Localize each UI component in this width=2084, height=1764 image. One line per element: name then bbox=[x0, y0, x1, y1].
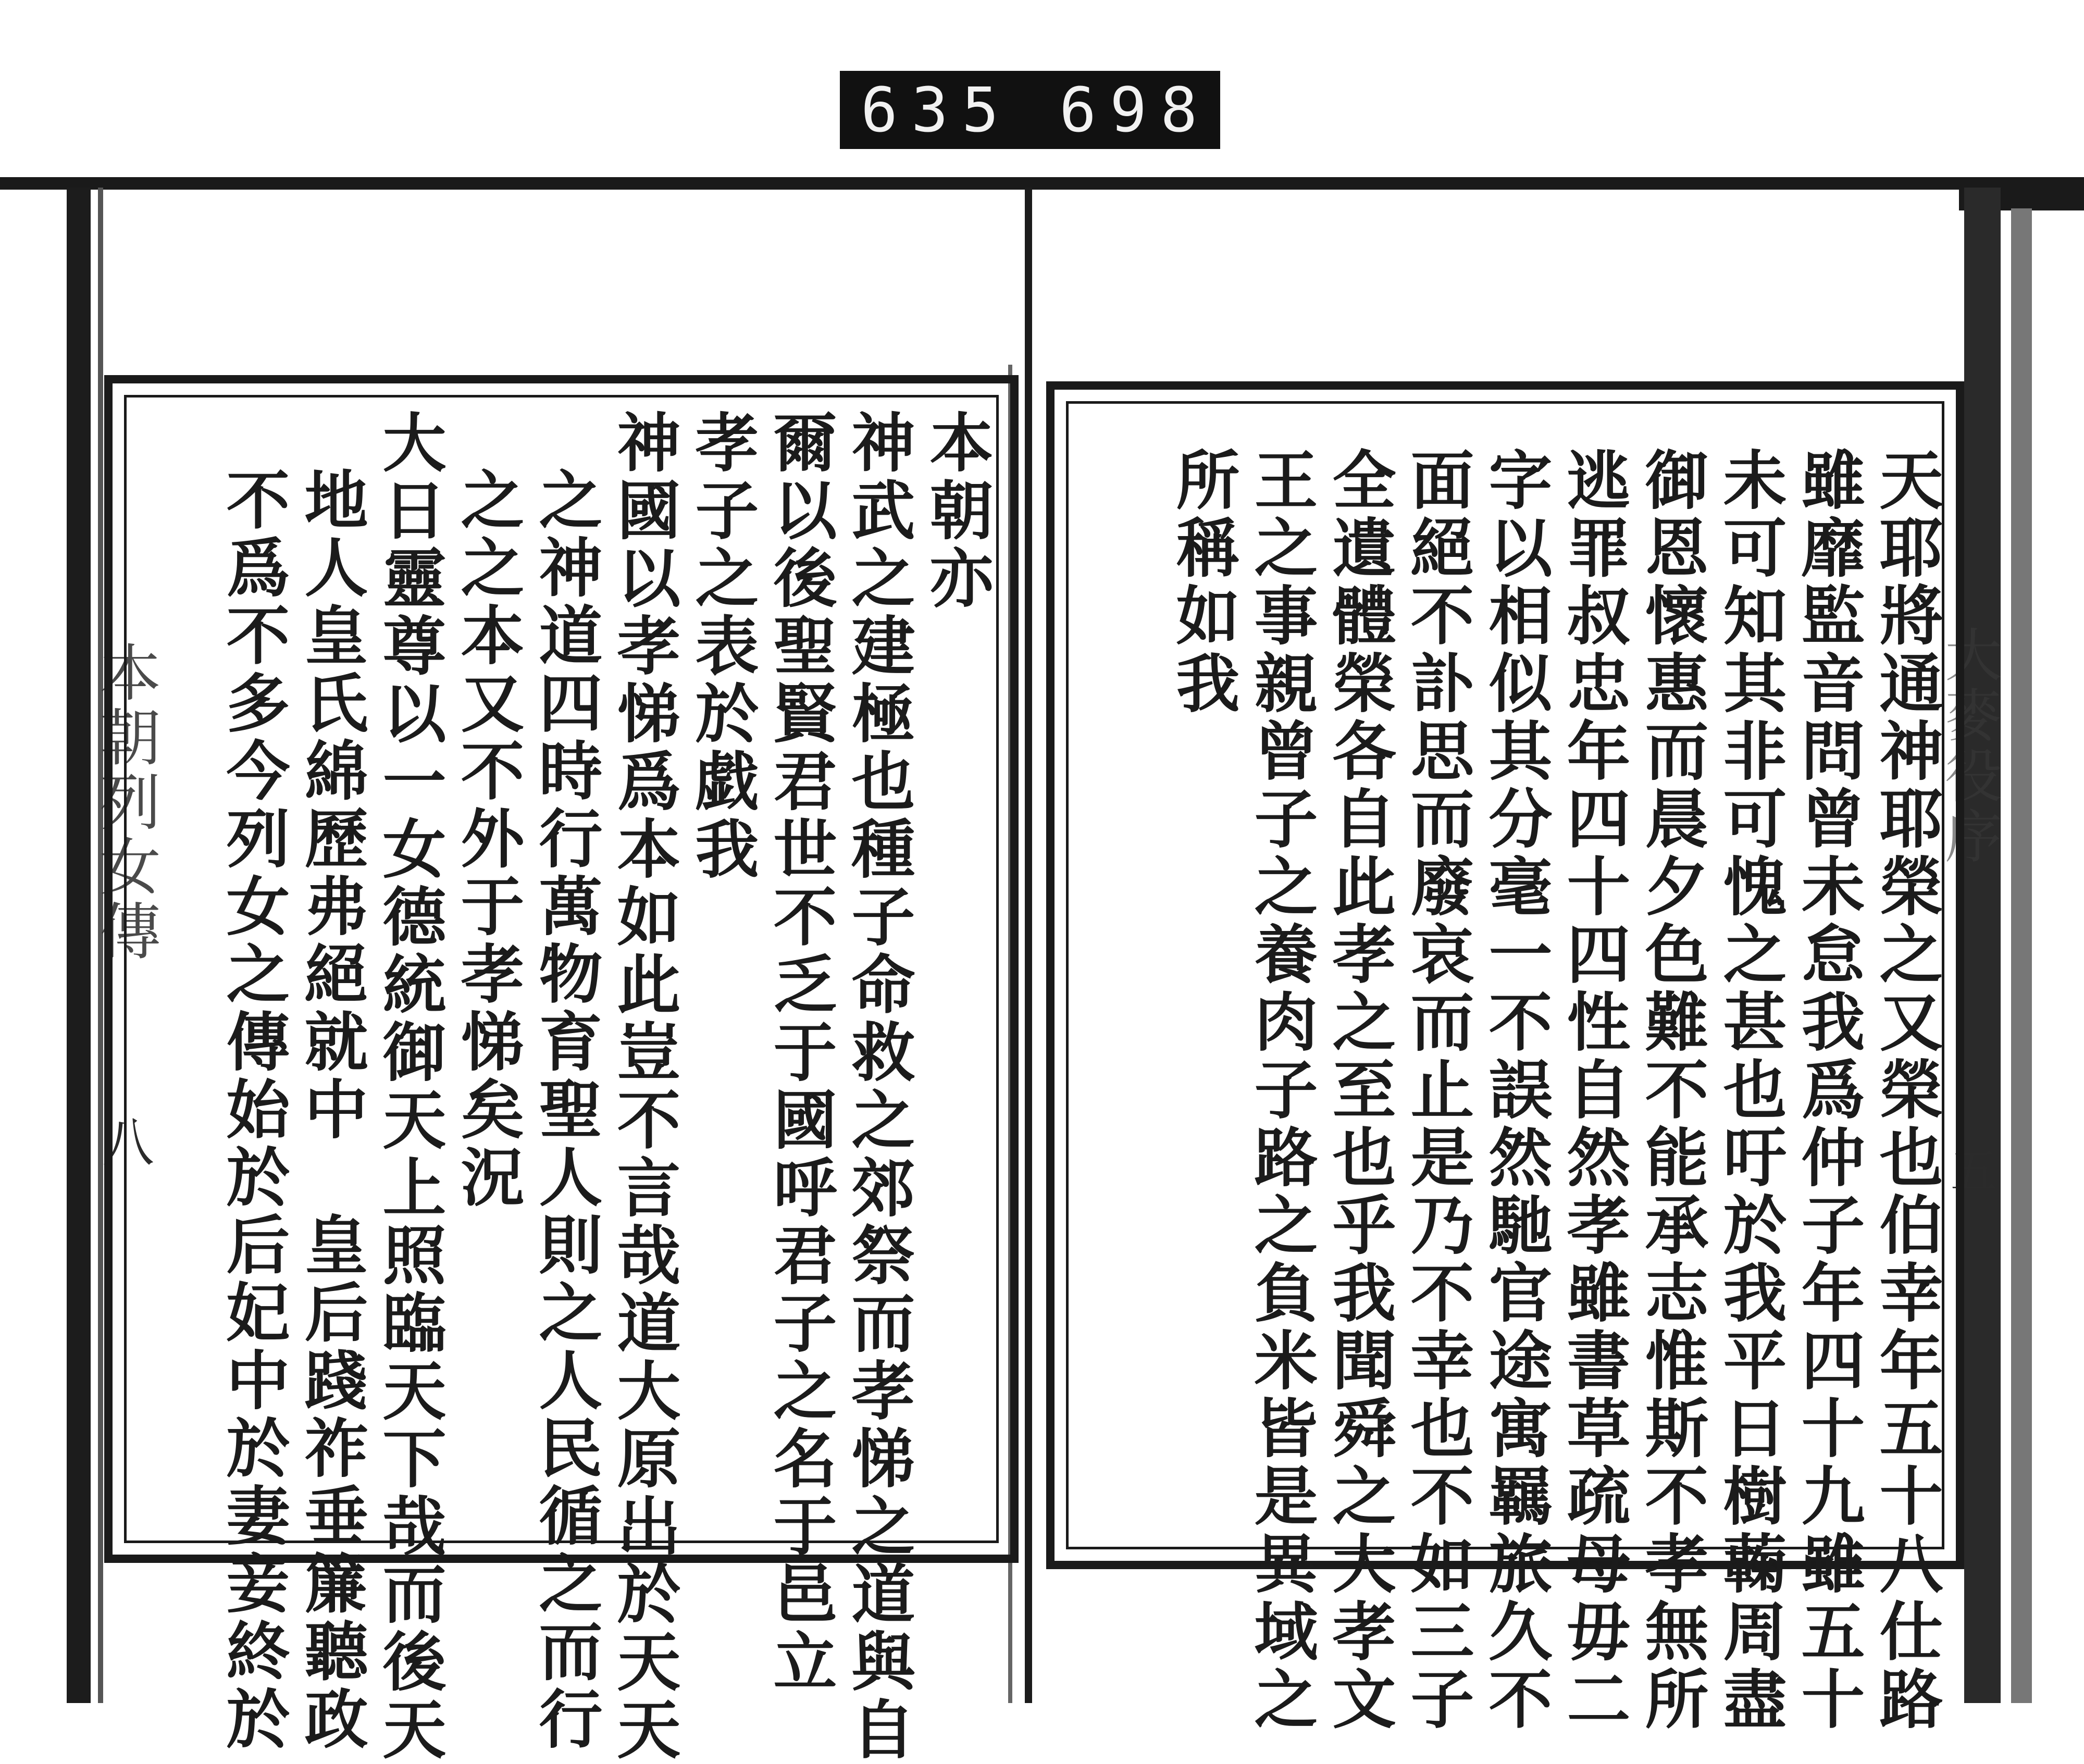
left-page-text-frame bbox=[104, 375, 1019, 1764]
left-column-7: 之之本又不外于孝悌矣況 bbox=[450, 467, 525, 1212]
right-column-10: 所稱如我 bbox=[1165, 447, 1241, 718]
right-column-8: 全遺體榮各自此孝之至也乎我聞舜之大孝文 bbox=[1322, 447, 1397, 1734]
left-column-6: 之神道四時行萬物育聖人則之人民循之而行 bbox=[528, 467, 603, 1754]
frame-number-start: 635 bbox=[861, 74, 1013, 146]
right-page-text-frame bbox=[1046, 381, 1964, 1734]
left-column-1: 本朝亦 bbox=[919, 409, 994, 613]
left-page-spine-caption: 本朝列女傳 bbox=[89, 641, 161, 964]
left-column-4: 孝子之表於戯我 bbox=[685, 409, 760, 884]
left-column-10: 不爲不多今列女之傳始於后妃中於妻妾終於 bbox=[216, 467, 291, 1754]
right-column-9: 王之事親曾子之養肉子路之負米皆是異域之 bbox=[1244, 447, 1319, 1734]
right-column-4: 御恩懷惠而晨夕色難不能承志惟斯不孝無所 bbox=[1634, 447, 1709, 1734]
right-column-6: 字以相似其分毫一不誤然馳官途寓羈旅久不 bbox=[1478, 447, 1553, 1734]
right-page-edge-shadow bbox=[2011, 208, 2032, 1703]
right-column-5: 逃罪叔忠年四十四性自然孝雖書草疏母毋二 bbox=[1556, 447, 1631, 1734]
left-column-3: 爾以後聖賢君世不乏于國呼君子之名于邑立 bbox=[763, 409, 838, 1696]
book-gutter bbox=[1025, 188, 1032, 1703]
right-page-edge bbox=[1964, 188, 2001, 1703]
right-page-spine-caption: 大麥役序 bbox=[1936, 625, 2002, 867]
right-column-7: 面絕不訃思而廢哀而止是乃不幸也不如三子 bbox=[1400, 447, 1475, 1734]
right-column-3: 未可知其非可愧之甚也吁於我平日樹蘜周盡 bbox=[1713, 447, 1788, 1734]
right-column-2: 雖靡監音問曾未怠我爲仲子年四十九雖五十 bbox=[1791, 447, 1866, 1734]
left-column-9: 地人皇氏綿歷弗絕就中 皇后踐祚垂簾聽政 bbox=[294, 467, 369, 1754]
microfilm-frame-label bbox=[840, 71, 1220, 149]
left-column-8: 大日靈尊以一女德統御天上照臨天下哉而後天 bbox=[372, 409, 447, 1764]
right-page-folio: 五 bbox=[1942, 1146, 1997, 1193]
right-column-1: 天耶將通神耶榮之又榮也伯幸年五十八仕路 bbox=[1869, 447, 1944, 1734]
scan-top-border bbox=[0, 177, 2084, 190]
left-column-2: 神武之建極也種子命救之郊祭而孝悌之道與自 bbox=[841, 409, 916, 1764]
left-page-folio: 八 bbox=[93, 1115, 154, 1167]
frame-number-end: 698 bbox=[1059, 74, 1211, 146]
left-column-5: 神國以孝悌爲本如此豈不言哉道大原出於天天 bbox=[606, 409, 681, 1764]
